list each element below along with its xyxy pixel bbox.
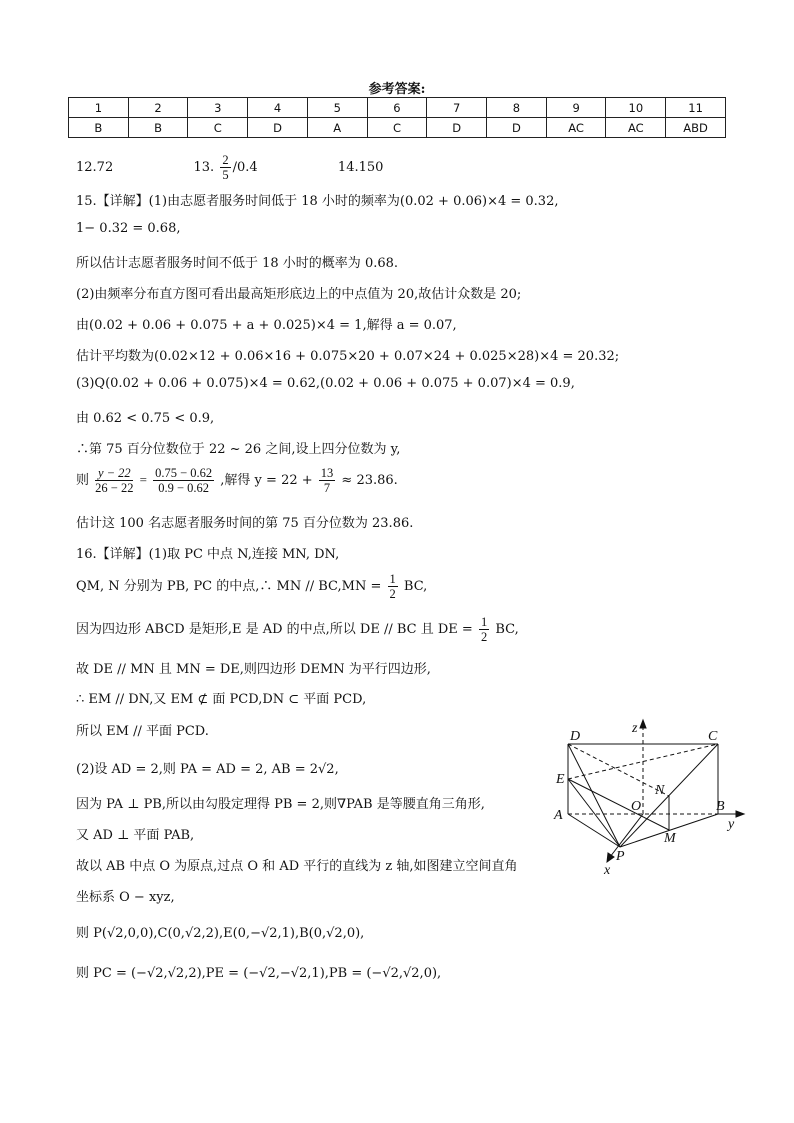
q13-numerator: 2 <box>222 153 229 167</box>
question-number-cell: 5 <box>307 98 367 118</box>
q15-fraction-1 <box>95 466 133 495</box>
label-p: P <box>616 849 625 864</box>
q16-line-6: 所以 EM // 平面 PCD. <box>76 724 209 739</box>
question-number-cell: 3 <box>188 98 248 118</box>
q14-answer: 14.150 <box>337 160 384 175</box>
answer-cell: B <box>69 118 129 138</box>
answer-key-title: 参考答案: <box>368 82 426 97</box>
q15-line-11: 估计这 100 名志愿者服务时间的第 75 百分位数为 23.86. <box>76 516 414 531</box>
q15-line-6: 估计平均数为(0.02×12 + 0.06×16 + 0.075×20 + 0.07×24 + 0.025×28)×4 = 20.32; <box>76 349 620 364</box>
question-number-cell: 8 <box>487 98 547 118</box>
q13-denominator: 5 <box>222 168 229 182</box>
z-axis-arrow <box>640 720 646 728</box>
label-y: y <box>728 817 735 832</box>
q15-line-5: 由(0.02 + 0.06 + 0.075 + a + 0.025)×4 = 1,解得 a = 0.07, <box>76 318 457 333</box>
question-number-cell: 1 <box>69 98 129 118</box>
edge-em <box>568 779 669 830</box>
question-number-cell: 2 <box>128 98 188 118</box>
q15-line-8: 由 0.62 < 0.75 < 0.9, <box>76 411 215 426</box>
label-m: M <box>664 831 676 846</box>
question-number-cell: 11 <box>666 98 726 118</box>
label-d: D <box>570 729 581 744</box>
geometry-figure <box>548 714 763 879</box>
q15-then: 则 <box>76 473 90 488</box>
q16-bc-2: BC, <box>495 622 519 637</box>
q16-line-8: 因为 PA ⊥ PB,所以由勾股定理得 PB = 2,则∇PAB 是等腰直角三角形, <box>76 797 485 812</box>
question-number-cell: 10 <box>606 98 666 118</box>
q16-midpoint-text: QM, N 分别为 PB, PC 的中点,∴ MN // BC,MN = <box>76 579 382 594</box>
answer-table-answer-row <box>69 118 726 138</box>
q15-result: ≈ 23.86. <box>341 473 398 488</box>
q15-line-1: 15.【详解】(1)由志愿者服务时间低于 18 小时的频率为(0.02 + 0.06)×4 = 0.32, <box>76 194 559 209</box>
q16-half-fraction-1 <box>388 572 398 601</box>
q16-line-1: 16.【详解】(1)取 PC 中点 N,连接 MN, DN, <box>76 547 340 562</box>
q16-line-4: 故 DE // MN 且 MN = DE,则四边形 DEMN 为平行四边形, <box>76 662 431 677</box>
blank-answers <box>76 153 383 182</box>
edge-ep <box>568 779 620 847</box>
q15-line-7: (3)Q(0.02 + 0.06 + 0.075)×4 = 0.62,(0.02 + 0.06 + 0.075 + 0.07)×4 = 0.9, <box>76 376 575 391</box>
q15-line-9: ∴第 75 百分位数位于 22 ~ 26 之间,设上四分位数为 y, <box>76 442 401 457</box>
y-axis-arrow <box>736 811 744 817</box>
q16-half2-num: 1 <box>480 615 488 629</box>
answer-cell: AC <box>606 118 666 138</box>
q15-line-4: (2)由频率分布直方图可看出最高矩形底边上的中点值为 20,故估计众数是 20; <box>76 287 522 302</box>
q15-fraction-2 <box>153 466 214 495</box>
label-z: z <box>632 721 638 736</box>
q15-frac3-den: 7 <box>323 481 331 495</box>
q15-line-10 <box>76 466 398 495</box>
q13-fraction <box>220 153 230 182</box>
question-number-cell: 9 <box>546 98 606 118</box>
q15-frac2-den: 0.9 − 0.62 <box>158 481 210 495</box>
q16-rectangle-text: 因为四边形 ABCD 是矩形,E 是 AD 的中点,所以 DE // BC 且 DE = <box>76 622 473 637</box>
x-axis-arrow <box>607 853 614 862</box>
q16-half2-den: 2 <box>480 630 488 644</box>
q16-line-9: 又 AD ⊥ 平面 PAB, <box>76 828 195 843</box>
label-o: O <box>631 799 642 814</box>
question-number-cell: 4 <box>248 98 308 118</box>
q16-line-7: (2)设 AD = 2,则 PA = AD = 2, AB = 2√2, <box>76 762 339 777</box>
answer-cell: D <box>248 118 308 138</box>
q16-line-11: 坐标系 O − xyz, <box>76 890 175 905</box>
q15-frac2-num: 0.75 − 0.62 <box>155 466 213 480</box>
answer-table-number-row <box>69 98 726 118</box>
q15-frac3-num: 13 <box>320 466 334 480</box>
q15-frac1-den: 26 − 22 <box>95 481 134 495</box>
answer-cell: D <box>427 118 487 138</box>
q15-line-2: 1− 0.32 = 0.68, <box>76 221 181 236</box>
answer-cell: D <box>487 118 547 138</box>
label-c: C <box>708 729 718 744</box>
q12-answer: 12.72 <box>76 160 114 175</box>
q16-line-12: 则 P(√2,0,0),C(0,√2,2),E(0,−√2,1),B(0,√2,0), <box>76 926 365 941</box>
answer-cell: A <box>307 118 367 138</box>
q16-line-2 <box>76 572 427 601</box>
q16-half1-den: 2 <box>389 587 396 601</box>
question-number-cell: 7 <box>427 98 487 118</box>
x-axis <box>610 814 643 857</box>
label-a: A <box>554 808 563 823</box>
q16-line-13: 则 PC = (−√2,√2,2),PE = (−√2,−√2,1),PB = (−√2,√2,0), <box>76 966 442 981</box>
q16-half1-num: 1 <box>389 572 396 586</box>
answer-table <box>68 97 726 138</box>
q15-frac1-num: y − 22 <box>95 466 133 481</box>
q15-line-3: 所以估计志愿者服务时间不低于 18 小时的概率为 0.68. <box>76 256 399 271</box>
question-number-cell: 6 <box>367 98 427 118</box>
edge-dn-hidden <box>568 744 669 796</box>
answer-cell: B <box>128 118 188 138</box>
q16-line-3 <box>76 615 519 644</box>
answer-cell: C <box>188 118 248 138</box>
q16-line-5: ∴ EM // DN,又 EM ⊄ 面 PCD,DN ⊂ 平面 PCD, <box>76 692 367 707</box>
q13-label: 13. <box>193 160 215 175</box>
edge-dp <box>568 744 620 847</box>
q16-bc-1: BC, <box>403 579 428 594</box>
label-n: N <box>655 783 665 798</box>
q16-half-fraction-2 <box>479 615 489 644</box>
q15-solve: ,解得 y = 22 + <box>220 473 313 488</box>
answer-cell: AC <box>546 118 606 138</box>
label-e: E <box>556 772 565 787</box>
label-x: x <box>604 863 611 878</box>
q16-line-10: 故以 AB 中点 O 为原点,过点 O 和 AD 平行的直线为 z 轴,如图建立空间直角 <box>76 859 518 874</box>
answer-cell: ABD <box>666 118 726 138</box>
q15-equals: = <box>139 472 147 487</box>
q15-fraction-3 <box>319 466 336 495</box>
answer-cell: C <box>367 118 427 138</box>
q13-alt: /0.4 <box>232 160 258 175</box>
label-b: B <box>716 799 725 814</box>
